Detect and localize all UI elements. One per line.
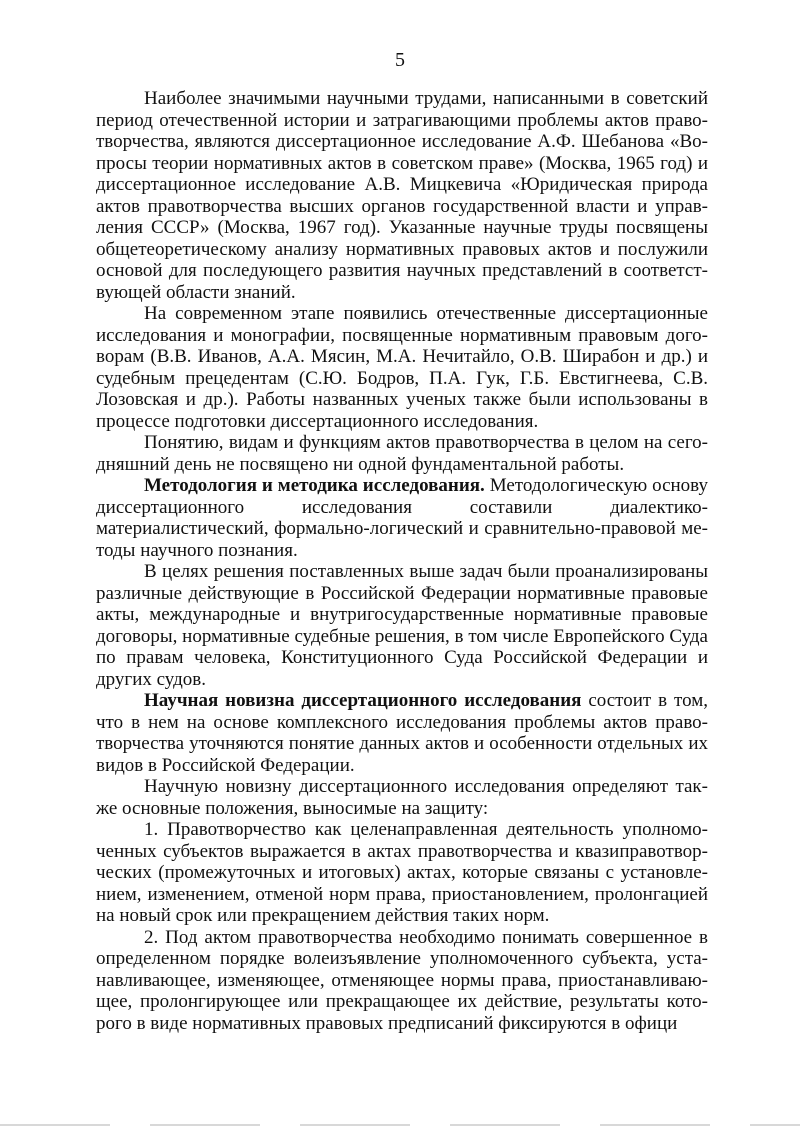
methodology-heading: Методология и методика исследования.: [144, 475, 485, 496]
paragraph-methodology: [96, 475, 708, 561]
paragraph-analyzed-acts: В целях решения поставленных выше задач были проанализированы различные действующие в Российской Федерации нормативные правовые акты, международные и внутригосударственные нормативные правовые договоры, нормативные судебные решения, в том числе Европейского Суда по правам человека, Конституционного Суда Российской Федерации и других судов.: [96, 561, 708, 690]
paragraph-novelty: [96, 690, 708, 776]
paragraph-defense-intro: Научную новизну диссертационного исследования определяют также основные положения, выносимые на защиту:: [96, 776, 708, 819]
paragraph-previous-works: Наиболее значимыми научными трудами, написанными в советский период отечественной истории и затрагивающими проблемы актов правотворчества, являются диссертационное исследование А.Ф. Шебанова «Вопросы теории нормативных актов в советском праве» (Москва, 1965 год) и диссертационное исследование А.В. Мицкевича «Юридическая природа актов правотворчества высших органов государственной власти и управления СССР» (Москва, 1967 год). Указанные научные труды посвящены общетеоретическому анализу нормативных правовых актов и послужили основой для последующего развития научных представлений в соответствующей области знаний.: [96, 88, 708, 303]
paragraph-no-fundamental-work: Понятию, видам и функциям актов правотворчества в целом на сегодняшний день не посвящено ни одной фундаментальной работы.: [96, 432, 708, 475]
methodology-text: Методологическую основу диссертационного исследования составили диалектико-материалистический, формально-логический и сравнительно-правовой методы научного познания.: [96, 475, 708, 561]
bottom-scan-edge: [0, 1124, 800, 1126]
paragraph-point-2: 2. Под актом правотворчества необходимо понимать совершенное в определенном порядке волеизъявление уполномоченного субъекта, устанавливающее, изменяющее, отменяющее нормы права, приостанавливающее, пролонгирующее или прекращающее их действие, результаты которого в виде нормативных правовых предписаний фиксируются в офици: [96, 926, 708, 1034]
page-number: 5: [395, 49, 405, 71]
paragraph-modern-research: На современном этапе появились отечественные диссертационные исследования и монографии, посвященные нормативным правовым договорам (В.В. Иванов, А.А. Мясин, М.А. Нечитайло, О.В. Ширабон и др.) и судебным прецедентам (С.Ю. Бодров, П.А. Гук, Г.Б. Евстигнеева, С.В. Лозовская и др.). Работы названных ученых также были использованы в процессе подготовки диссертационного исследования.: [96, 303, 708, 432]
novelty-text: состоит в том, что в нем на основе комплексного исследования проблемы актов правотворчества уточняются понятие данных актов и особенности отдельных их видов в Российской Федерации.: [96, 690, 708, 776]
novelty-heading: Научная новизна диссертационного исследования: [144, 690, 582, 711]
body-text: [96, 88, 708, 1034]
paragraph-point-1: 1. Правотворчество как целенаправленная деятельность уполномоченных субъектов выражается в актах правотворчества и квазиправотворческих (промежуточных и итоговых) актах, которые связаны с установлением, изменением, отменой норм права, приостановлением, пролонгацией на новый срок или прекращением действия таких норм.: [96, 819, 708, 926]
